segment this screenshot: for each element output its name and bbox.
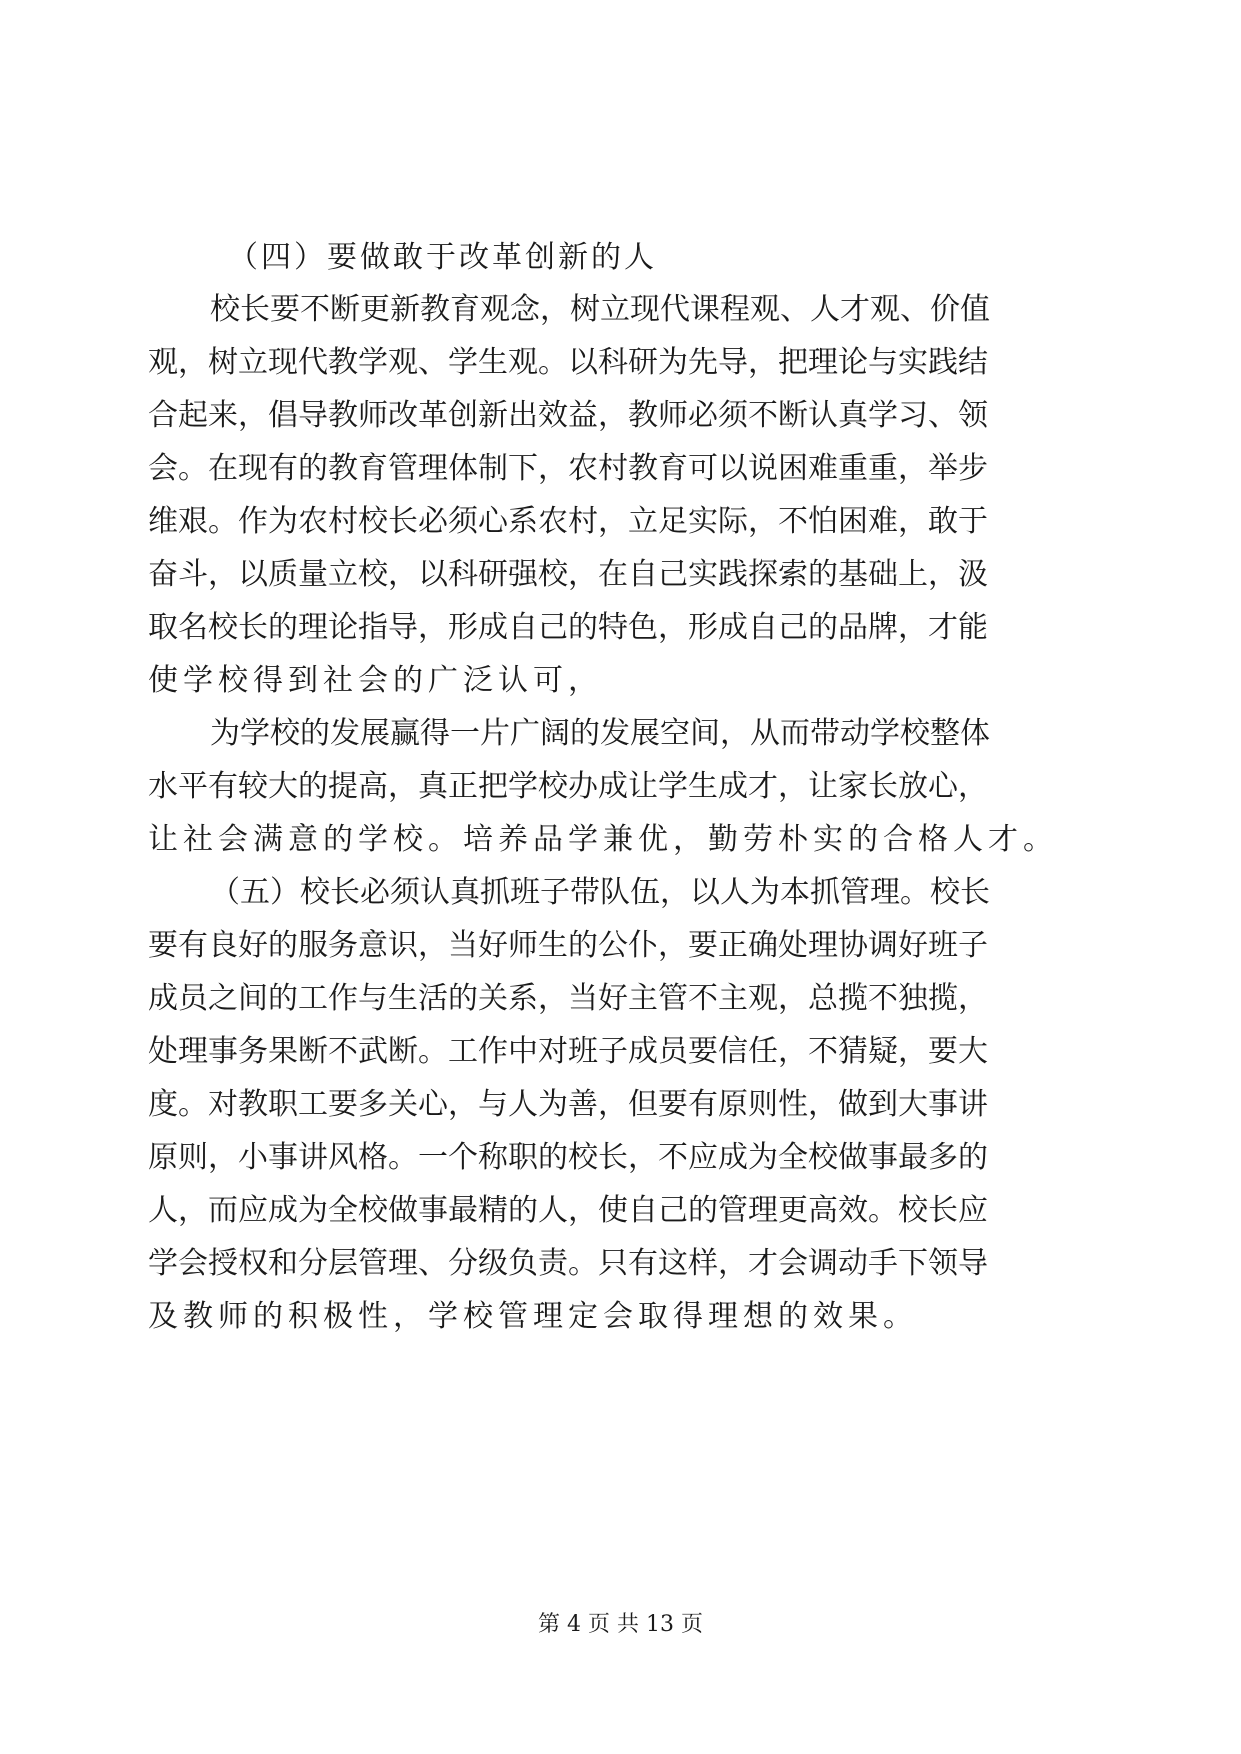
paragraph-line: 学会授权和分层管理、分级负责。只有这样，才会调动手下领导: [148, 1246, 988, 1281]
paragraph-line: 合起来，倡导教师改革创新出效益，教师必须不断认真学习、领: [148, 398, 988, 433]
paragraph-line: 原则，小事讲风格。一个称职的校长，不应成为全校做事最多的: [148, 1140, 988, 1175]
paragraph-line: 水平有较大的提高，真正把学校办成让学生成才，让家长放心，: [148, 769, 988, 804]
paragraph-line: 取名校长的理论指导，形成自己的特色，形成自己的品牌，才能: [148, 610, 988, 645]
page-number-footer: 第 4 页 共 13 页: [538, 1612, 703, 1637]
paragraph-line: 为学校的发展赢得一片广阔的发展空间，从而带动学校整体: [210, 716, 990, 751]
paragraph-line: 维艰。作为农村校长必须心系农村，立足实际，不怕困难，敢于: [148, 504, 988, 539]
section-heading-4: （四）要做敢于改革创新的人: [228, 240, 657, 275]
paragraph-line: 处理事务果断不武断。工作中对班子成员要信任，不猜疑，要大: [148, 1034, 988, 1069]
paragraph-line: 度。对教职工要多关心，与人为善，但要有原则性，做到大事讲: [148, 1087, 988, 1122]
paragraph-line: 成员之间的工作与生活的关系，当好主管不主观，总揽不独揽，: [148, 981, 988, 1016]
paragraph-line: （五）校长必须认真抓班子带队伍，以人为本抓管理。校长: [210, 875, 990, 910]
paragraph-line: 校长要不断更新教育观念，树立现代课程观、人才观、价值: [210, 292, 990, 327]
paragraph-line: 人，而应成为全校做事最精的人，使自己的管理更高效。校长应: [148, 1193, 988, 1228]
paragraph-line: 会。在现有的教育管理体制下，农村教育可以说困难重重，举步: [148, 451, 988, 486]
paragraph-line: 观，树立现代教学观、学生观。以科研为先导，把理论与实践结: [148, 345, 988, 380]
paragraph-line: 让社会满意的学校。培养品学兼优，勤劳朴实的合格人才。: [148, 822, 1058, 857]
paragraph-line: 奋斗，以质量立校，以科研强校，在自己实践探索的基础上，汲: [148, 557, 988, 592]
paragraph-line: 使学校得到社会的广泛认可，: [148, 663, 603, 698]
paragraph-line: 要有良好的服务意识，当好师生的公仆，要正确处理协调好班子: [148, 928, 988, 963]
paragraph-line: 及教师的积极性，学校管理定会取得理想的效果。: [148, 1299, 918, 1334]
